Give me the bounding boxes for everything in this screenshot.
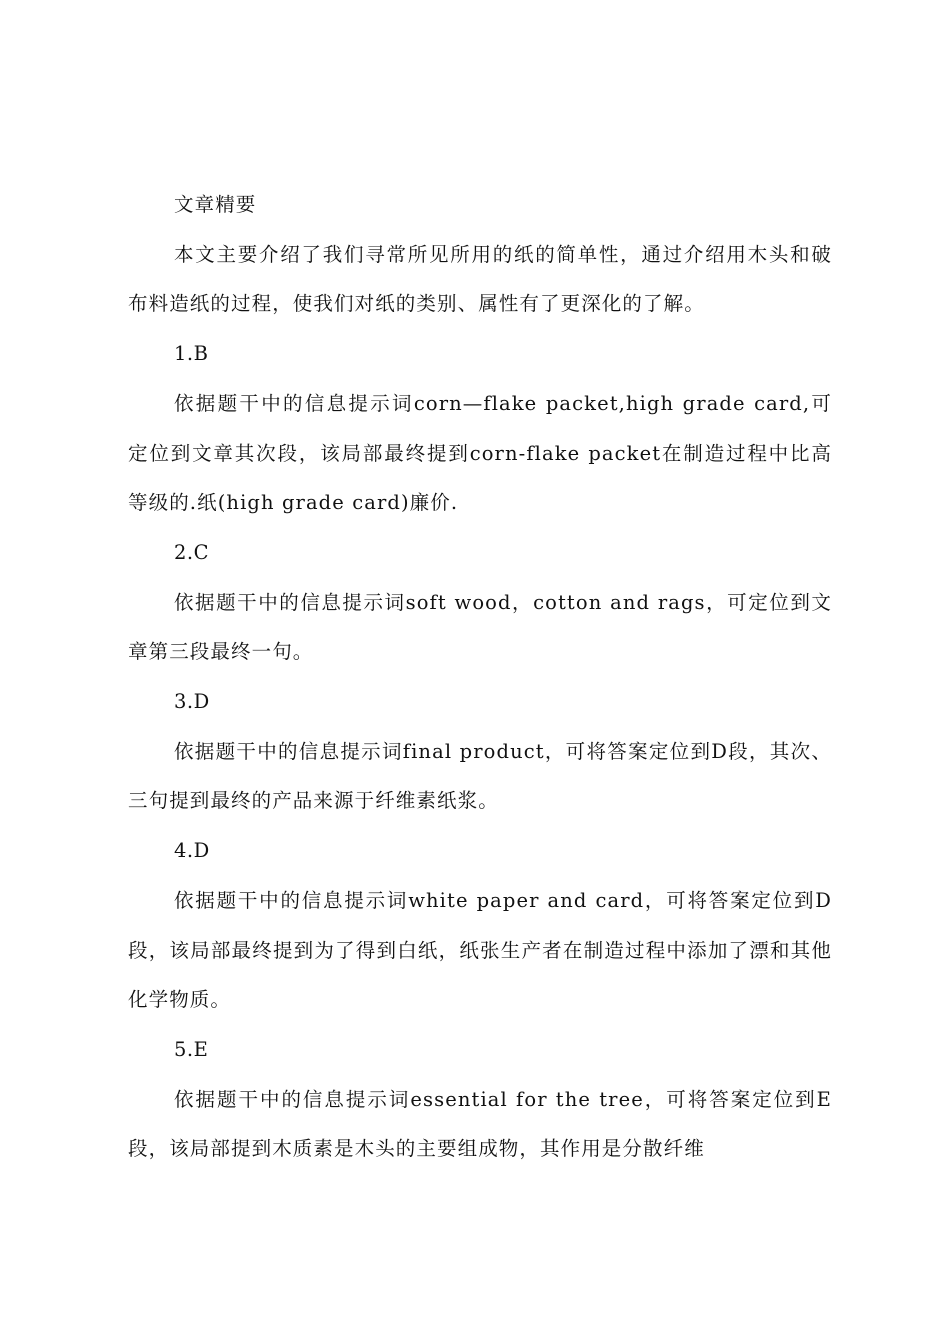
- answer-explanation-1: 依据题干中的信息提示词corn—flake packet,high grade card,可定位到文章其次段，该局部最终提到corn-flake packet在制造过程中比高等级的.纸(high grade card)廉价.: [128, 391, 832, 515]
- answer-label-5: 5.E: [174, 1037, 209, 1061]
- answer-explanation-3: 依据题干中的信息提示词final product，可将答案定位到D段，其次、三句提到最终的产品来源于纤维素纸浆。: [128, 739, 832, 813]
- document-page: [128, 180, 832, 1174]
- answer-label-4: 4.D: [174, 839, 210, 863]
- answer-explanation-5: 依据题干中的信息提示词essential for the tree，可将答案定位到E段，该局部提到木质素是木头的主要组成物，其作用是分散纤维: [128, 1087, 832, 1161]
- answer-explanation-2: 依据题干中的信息提示词soft wood，cotton and rags，可定位到文章第三段最终一句。: [128, 590, 832, 664]
- answer-label-1: 1.B: [174, 342, 209, 366]
- answer-explanation-4: 依据题干中的信息提示词white paper and card，可将答案定位到D段，该局部最终提到为了得到白纸，纸张生产者在制造过程中添加了漂和其他化学物质。: [128, 888, 832, 1012]
- answer-label-2: 2.C: [174, 540, 210, 564]
- answer-label-3: 3.D: [174, 690, 210, 714]
- summary-paragraph: 本文主要介绍了我们寻常所见所用的纸的简单性，通过介绍用木头和破布料造纸的过程，使我们对纸的类别、属性有了更深化的了解。: [128, 242, 832, 316]
- section-heading: 文章精要: [174, 193, 257, 216]
